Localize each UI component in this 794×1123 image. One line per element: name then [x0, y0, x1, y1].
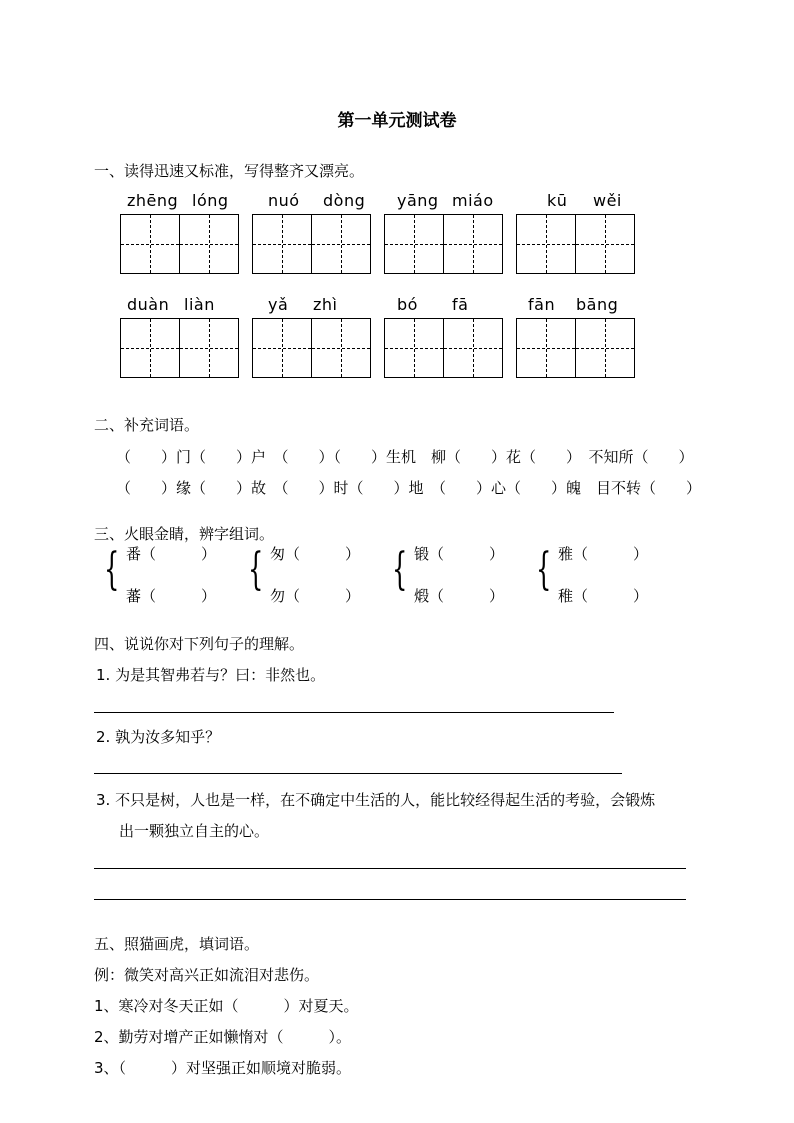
- pinyin: kū: [547, 191, 568, 210]
- char-word-item[interactable]: 稚（ ）: [558, 587, 649, 605]
- writing-grid[interactable]: [516, 318, 635, 378]
- fill-question-2[interactable]: 2、勤劳对增产正如懒惰对（ ）。: [94, 1028, 352, 1046]
- section-1-heading: 一、读得迅速又标准，写得整齐又漂亮。: [94, 162, 365, 180]
- fill-line[interactable]: （ ）缘（ ）故 （ ）时（ ）地 （ ）心（ ）魄 目不转（ ）: [116, 479, 702, 497]
- writing-grid[interactable]: [252, 214, 371, 274]
- pinyin: duàn: [127, 295, 170, 314]
- pinyin: zhēng: [127, 191, 179, 210]
- fill-question-3[interactable]: 3、（ ）对坚强正如顺境对脆弱。: [94, 1059, 352, 1077]
- question-1: 1. 为是其智弗若与？曰：非然也。: [96, 666, 326, 684]
- pinyin: wěi: [593, 191, 622, 210]
- answer-line[interactable]: [94, 899, 686, 900]
- pinyin: dòng: [323, 191, 366, 210]
- brace-icon: {: [536, 544, 552, 595]
- question-2: 2. 孰为汝多知乎？: [96, 728, 221, 746]
- question-3-continued: 出一颗独立自主的心。: [119, 822, 270, 840]
- answer-line[interactable]: [94, 868, 686, 869]
- pinyin: bó: [397, 295, 418, 314]
- fill-line[interactable]: （ ）门（ ）户 （ ）（ ）生机 柳（ ）花（ ） 不知所（ ）: [116, 448, 694, 466]
- pinyin: bāng: [576, 295, 619, 314]
- brace-icon: {: [392, 544, 408, 595]
- example-line: 例：微笑对高兴正如流泪对悲伤。: [94, 966, 320, 984]
- brace-icon: {: [248, 544, 264, 595]
- section-2-heading: 二、补充词语。: [94, 416, 200, 434]
- answer-line[interactable]: [94, 773, 622, 774]
- writing-grid[interactable]: [252, 318, 371, 378]
- pinyin: miáo: [452, 191, 494, 210]
- char-word-item[interactable]: 锻（ ）: [414, 545, 505, 563]
- fill-question-1[interactable]: 1、寒冷对冬天正如（ ）对夏天。: [94, 997, 359, 1015]
- writing-grid[interactable]: [384, 318, 503, 378]
- pinyin: yāng: [397, 191, 439, 210]
- page-title: 第一单元测试卷: [337, 111, 457, 131]
- char-word-item[interactable]: 匆（ ）: [270, 545, 361, 563]
- pinyin: yǎ: [268, 295, 289, 314]
- pinyin: fān: [528, 295, 556, 314]
- pinyin: nuó: [268, 191, 300, 210]
- char-word-item[interactable]: 勿（ ）: [270, 587, 361, 605]
- section-4-heading: 四、说说你对下列句子的理解。: [94, 635, 305, 653]
- pinyin: zhì: [313, 295, 338, 314]
- section-3-heading: 三、火眼金睛，辨字组词。: [94, 525, 275, 543]
- writing-grid[interactable]: [516, 214, 635, 274]
- brace-icon: {: [104, 544, 120, 595]
- pinyin: fā: [452, 295, 469, 314]
- writing-grid[interactable]: [120, 318, 239, 378]
- answer-line[interactable]: [94, 712, 614, 713]
- pinyin: lóng: [192, 191, 229, 210]
- question-3: 3. 不只是树，人也是一样，在不确定中生活的人，能比较经得起生活的考验，会锻炼: [96, 791, 656, 809]
- char-word-item[interactable]: 番（ ）: [126, 545, 217, 563]
- pinyin: liàn: [184, 295, 215, 314]
- char-word-item[interactable]: 雅（ ）: [558, 545, 649, 563]
- section-5-heading: 五、照猫画虎，填词语。: [94, 935, 260, 953]
- writing-grid[interactable]: [384, 214, 503, 274]
- char-word-item[interactable]: 煅（ ）: [414, 587, 505, 605]
- char-word-item[interactable]: 蕃（ ）: [126, 587, 217, 605]
- writing-grid[interactable]: [120, 214, 239, 274]
